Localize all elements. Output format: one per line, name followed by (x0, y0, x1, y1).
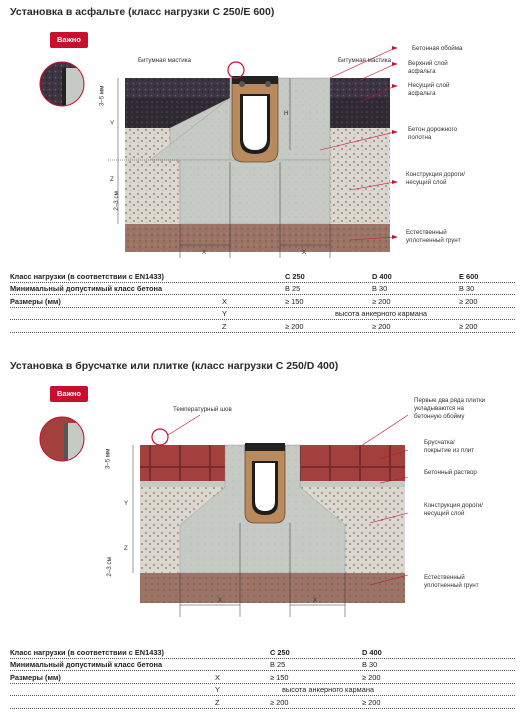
cell: B 25 (285, 284, 301, 293)
dim-3-5mm-2: 3–5 мм (104, 448, 112, 470)
label-paving: Брусчатка/ покрытие из плит (424, 439, 475, 454)
drain-channel (232, 76, 278, 162)
cell-span: высота анкерного кармана (282, 685, 375, 694)
dim-3-5mm: 3–5 мм (98, 85, 106, 107)
dim-x-right-2: X (313, 597, 318, 604)
cell: ≥ 200 (362, 672, 381, 682)
table-row (10, 295, 515, 308)
dim-h: H (284, 110, 289, 117)
label-natural-soil: Естественный уплотненный грунт (406, 229, 461, 244)
cell: ≥ 200 (372, 321, 391, 331)
cell: ≥ 200 (270, 697, 289, 707)
dim-x-left-2: X (218, 597, 223, 604)
paving-inset-detail (40, 417, 84, 461)
asphalt-requirements-table (10, 270, 515, 333)
section2-important-badge: Важно (50, 386, 88, 402)
cell: B 30 (362, 660, 378, 669)
dim-2-3cm: 2–3 см (112, 191, 120, 211)
label-road-structure: Конструкция дороги/ несущий слой (406, 171, 465, 186)
row-label: Минимальный допустимый класс бетона (10, 284, 163, 293)
row-label: Минимальный допустимый класс бетона (10, 660, 163, 669)
section2-title: Установка в брусчатке или плитке (класс нагрузки C 250/D 400) (10, 360, 339, 372)
paving-requirements-table (10, 646, 515, 709)
header-e600: E 600 (459, 271, 479, 281)
header-c250: C 250 (285, 271, 305, 281)
cell: ≥ 200 (372, 296, 391, 306)
row-symbol: X (215, 672, 220, 682)
header-load-class: Класс нагрузки (в соответствии с EN1433) (10, 271, 165, 281)
table-row (10, 283, 515, 296)
row-label: Размеры (мм) (10, 296, 61, 306)
label-base-asphalt: Несущий слой асфальта (408, 82, 450, 97)
cell: ≥ 200 (362, 697, 381, 707)
asphalt-inset-detail (40, 62, 84, 106)
cell: ≥ 150 (270, 672, 289, 682)
label-first-rows: Первые два ряда плитки укладываются на бетонную обойму (414, 397, 486, 420)
label-top-asphalt: Верхний слой асфальта (408, 60, 448, 75)
row-symbol: Z (222, 321, 227, 331)
dim-y-2: Y (124, 500, 129, 507)
row-symbol: Y (215, 685, 220, 694)
concrete-lower-block (180, 160, 330, 224)
row-symbol: Z (215, 697, 220, 707)
paving-drain-channel (245, 443, 285, 523)
dim-2-3cm-2: 2–3 см (105, 557, 113, 577)
row-symbol: Y (222, 309, 227, 318)
cell: ≥ 150 (285, 296, 304, 306)
label-bitumen-left: Битумная мастика (138, 57, 191, 64)
label-bitumen-right: Битумная мастика (338, 57, 391, 64)
cell: ≥ 200 (459, 321, 478, 331)
table-row (10, 659, 515, 672)
label-natural-soil-2: Естественный уплотненный грунт (424, 574, 479, 589)
cell: B 30 (459, 284, 475, 293)
dim-x-left: X (202, 249, 207, 256)
cell: ≥ 200 (285, 321, 304, 331)
label-concrete-surround: Бетонная обойма (412, 45, 463, 52)
section1-title: Установка в асфальте (класс нагрузки C 250/E 600) (10, 6, 275, 18)
paving-joint-highlight-circle (152, 429, 168, 445)
label-road-concrete: Бетон дорожного полотна (408, 126, 458, 141)
cell: ≥ 200 (459, 296, 478, 306)
row-symbol: X (222, 296, 227, 306)
header-c250: C 250 (270, 647, 290, 657)
dim-y: Y (110, 120, 115, 127)
label-road-structure-2: Конструкция дороги/ несущий слой (424, 502, 483, 517)
table-row (10, 320, 515, 333)
asphalt-soil-layer (125, 224, 390, 252)
header-d400: D 400 (362, 647, 382, 657)
table-row (10, 308, 515, 321)
dim-x-right: X (302, 249, 307, 256)
table-header-row (10, 270, 515, 283)
cell: B 25 (270, 660, 286, 669)
row-label: Размеры (мм) (10, 672, 61, 682)
table-row (10, 696, 515, 709)
table-row (10, 684, 515, 697)
joint-highlight-circle (228, 62, 244, 78)
header-load-class: Класс нагрузки (в соответствии с EN1433) (10, 647, 165, 657)
section1-important-badge: Важно (50, 32, 88, 48)
dim-z-2: Z (124, 545, 128, 552)
cell-span: высота анкерного кармана (335, 309, 428, 318)
table-row (10, 671, 515, 684)
cell: B 30 (372, 284, 388, 293)
label-temp-joint: Температурный шов (173, 406, 232, 413)
dim-z: Z (110, 176, 114, 183)
label-mortar: Бетонный раствор (424, 469, 477, 476)
header-d400: D 400 (372, 271, 392, 281)
table-header-row (10, 646, 515, 659)
